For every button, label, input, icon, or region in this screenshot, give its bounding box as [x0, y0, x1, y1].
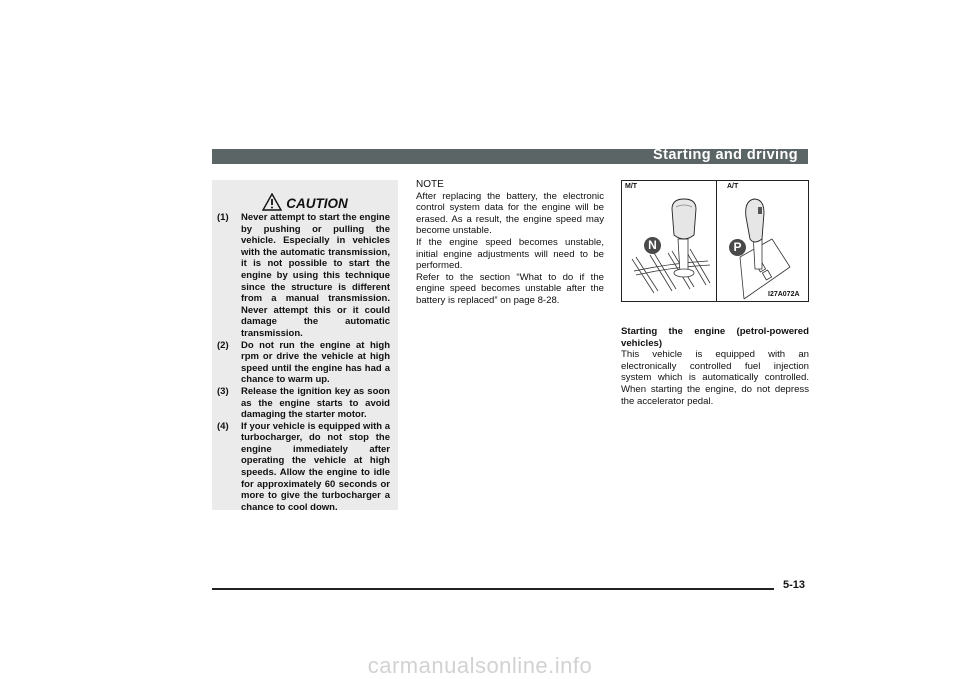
- caution-item: [217, 386, 390, 421]
- automatic-shift-knob-icon: [746, 199, 764, 269]
- figure-code: I27A072A: [768, 291, 800, 298]
- mt-label: M/T: [625, 183, 638, 190]
- caution-item: [217, 212, 390, 340]
- note-block: [416, 179, 604, 307]
- caution-item-number: (4): [217, 420, 229, 432]
- neutral-badge-label: N: [648, 238, 657, 252]
- section-title: Starting the engine (petrol-powered vehicles): [621, 326, 809, 349]
- neutral-badge: [644, 237, 661, 254]
- illustration-divider: [716, 181, 717, 301]
- caution-heading: [212, 189, 398, 211]
- warning-triangle-icon: [262, 193, 282, 211]
- caution-item-text: If your vehicle is equipped with a turbocharger, do not stop the engine immediately after operating the vehicle at high speeds. Allow the engine to idle for approximately 60 seconds or more to give the turbocharger a chance to cool down.: [241, 420, 390, 513]
- footer-rule: [212, 588, 774, 590]
- caution-item-text: Release the ignition key as soon as the engine starts to avoid damaging the starter motor.: [241, 385, 390, 421]
- manual-gate-icon: [632, 249, 710, 293]
- automatic-gate-icon: [740, 239, 790, 299]
- caution-item: [217, 340, 390, 386]
- page-number: 5-13: [783, 579, 806, 591]
- caution-item-number: (3): [217, 385, 229, 397]
- shift-lever-illustration: [621, 180, 809, 302]
- at-label: A/T: [727, 183, 739, 190]
- watermark: carmanualsonline.info: [367, 653, 593, 678]
- caution-item-text: Never attempt to start the engine by pushing or pulling the vehicle. Especially in vehicles with the automatic transmission, it is not possible to start the engine by using this technique since the structure is different from a manual transmission. Never attempt this or it could damage the automatic transmission.: [241, 212, 390, 339]
- park-badge: [729, 239, 746, 256]
- caution-title: CAUTION: [286, 196, 348, 211]
- caution-box: [212, 180, 398, 513]
- section-block: [621, 326, 809, 407]
- section-body: This vehicle is equipped with an electronically controlled fuel injection system which is automatically controlled. When starting the engine, do not depress the accelerator pedal.: [621, 349, 809, 407]
- caution-item-text: Do not run the engine at high rpm or drive the vehicle at high speed until the engine has had a chance to warm up.: [241, 339, 390, 386]
- note-paragraph: If the engine speed becomes unstable, initial engine adjustments will need to be performed.: [416, 236, 604, 272]
- park-badge-label: P: [733, 240, 742, 254]
- note-label: NOTE: [416, 179, 444, 190]
- note-paragraph: After replacing the battery, the electronic control system data for the engine will be erased. As a result, the engine speed may become unstable.: [416, 190, 604, 237]
- header-bar: [212, 149, 808, 164]
- note-paragraph: Refer to the section “What to do if the engine speed becomes unstable after the battery is replaced” on page 8-28.: [416, 271, 604, 306]
- page-section-title: Starting and driving: [653, 147, 798, 163]
- caution-item: [217, 421, 390, 514]
- caution-item-number: (1): [217, 212, 229, 223]
- caution-item-number: (2): [217, 339, 229, 351]
- caution-list: [217, 212, 390, 513]
